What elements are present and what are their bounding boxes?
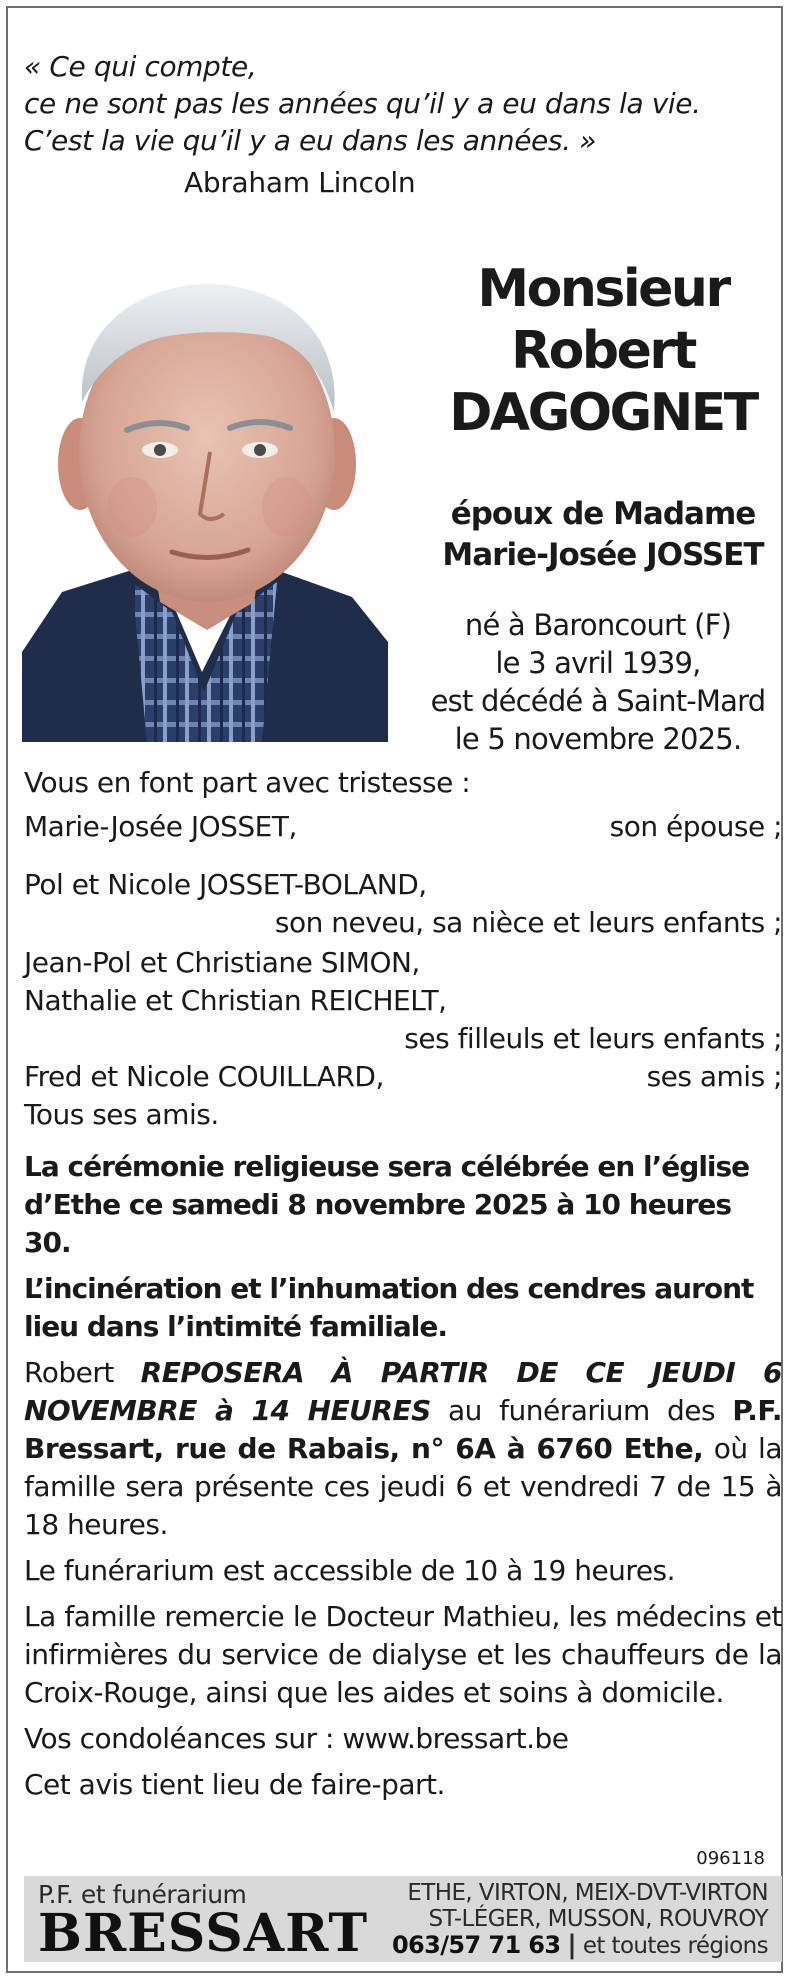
access-info: Le funérarium est accessible de 10 à 19 heures. xyxy=(24,1554,676,1587)
rest-emphasis: REPOSERA À PARTIR DE CE JEUDI 6 NOVEMBRE à 14 HEURES xyxy=(24,1356,782,1427)
name-line: Robert xyxy=(511,321,695,381)
ceremony-info: La cérémonie religieuse sera célébrée en l’église d’Ethe ce samedi 8 novembre 2025 à 10 heures 30. xyxy=(24,1150,750,1259)
rest-address: P.F. Bressart, rue de Rabais, n° 6A à 6760 Ethe, xyxy=(24,1394,783,1465)
rest-info xyxy=(24,1354,782,1544)
funeral-home-subtitle: P.F. et funérarium xyxy=(38,1880,247,1909)
family-row-nephew xyxy=(24,866,782,904)
rest-name: Robert xyxy=(24,1356,114,1389)
spouse-line: époux de Madame xyxy=(450,496,756,532)
family-name: Fred et Nicole COUILLARD, xyxy=(24,1060,384,1093)
condolences-info: Vos condoléances sur : www.bressart.be xyxy=(24,1722,569,1755)
phone-number: 063/57 71 63 xyxy=(391,1931,561,1959)
funeral-home-locations xyxy=(392,1880,768,1959)
intro-text: Vous en font part avec tristesse : xyxy=(24,766,471,799)
announcement-body xyxy=(24,764,782,1804)
birth-line: né à Baroncourt (F) xyxy=(464,608,732,642)
rest-middle: au funérarium des xyxy=(448,1394,716,1427)
all-friends-line xyxy=(24,1096,782,1134)
regions-text: et toutes régions xyxy=(582,1933,768,1959)
quote-line: « Ce qui compte, xyxy=(24,50,257,83)
family-name: Tous ses amis. xyxy=(24,1098,219,1131)
family-row-godchild xyxy=(24,982,782,1020)
family-relation: son épouse ; xyxy=(609,810,782,843)
funeral-home-banner xyxy=(24,1876,782,1962)
notice-info: Cet avis tient lieu de faire-part. xyxy=(24,1768,445,1801)
name-line: DAGOGNET xyxy=(449,383,757,443)
incineration-info: L’incinération et l’inhumation des cendres auront lieu dans l’intimité familiale. xyxy=(24,1272,754,1343)
name-line: Monsieur xyxy=(477,259,729,319)
spouse-info xyxy=(418,494,788,576)
family-name: Pol et Nicole JOSSET-BOLAND, xyxy=(24,868,427,901)
family-name: Jean-Pol et Christiane SIMON, xyxy=(24,946,420,979)
towns-line: ST-LÉGER, MUSSON, ROUVROY xyxy=(428,1906,768,1932)
intro-line xyxy=(24,764,782,802)
birth-death-info xyxy=(408,606,788,758)
funeral-home-logo: BRESSART xyxy=(38,1903,369,1964)
quote-author: Abraham Lincoln xyxy=(184,166,416,199)
reference-number: 096118 xyxy=(696,1848,765,1869)
rest-end: où la famille sera présente ces jeudi 6 et vendredi 7 de 15 à 18 heures. xyxy=(24,1432,782,1541)
family-relation: ses amis ; xyxy=(646,1060,782,1093)
towns-line: ETHE, VIRTON, MEIX-DVT-VIRTON xyxy=(407,1880,768,1906)
birth-line: est décédé à Saint-Mard xyxy=(430,684,766,718)
family-row-friends xyxy=(24,1058,782,1096)
thanks-info: La famille remercie le Docteur Mathieu, les médecins et infirmières du service de dialyse et les chauffeurs de la Croix-Rouge, ainsi que les aides et soins à domicile. xyxy=(24,1600,782,1709)
quote-line: ce ne sont pas les années qu’il y a eu dans la vie. xyxy=(24,87,701,120)
contact-line xyxy=(392,1932,768,1959)
birth-line: le 5 novembre 2025. xyxy=(454,722,742,756)
family-name: Nathalie et Christian REICHELT, xyxy=(24,984,447,1017)
birth-line: le 3 avril 1939, xyxy=(495,646,701,680)
family-relation: son neveu, sa nièce et leurs enfants ; xyxy=(274,906,782,939)
obituary-notice xyxy=(6,6,783,1973)
spouse-line: Marie-Josée JOSSET xyxy=(442,537,764,573)
family-row-wife xyxy=(24,808,782,846)
quote-line: C’est la vie qu’il y a eu dans les années. » xyxy=(24,124,596,157)
family-name: Marie-Josée JOSSET, xyxy=(24,810,297,843)
portrait-photo xyxy=(22,252,388,742)
family-relation: ses filleuls et leurs enfants ; xyxy=(404,1022,782,1055)
deceased-name xyxy=(418,258,788,444)
family-row-godchild xyxy=(24,944,782,982)
separator: | xyxy=(567,1930,577,1960)
epigraph-quote xyxy=(24,48,784,159)
portrait-illustration xyxy=(22,252,388,742)
